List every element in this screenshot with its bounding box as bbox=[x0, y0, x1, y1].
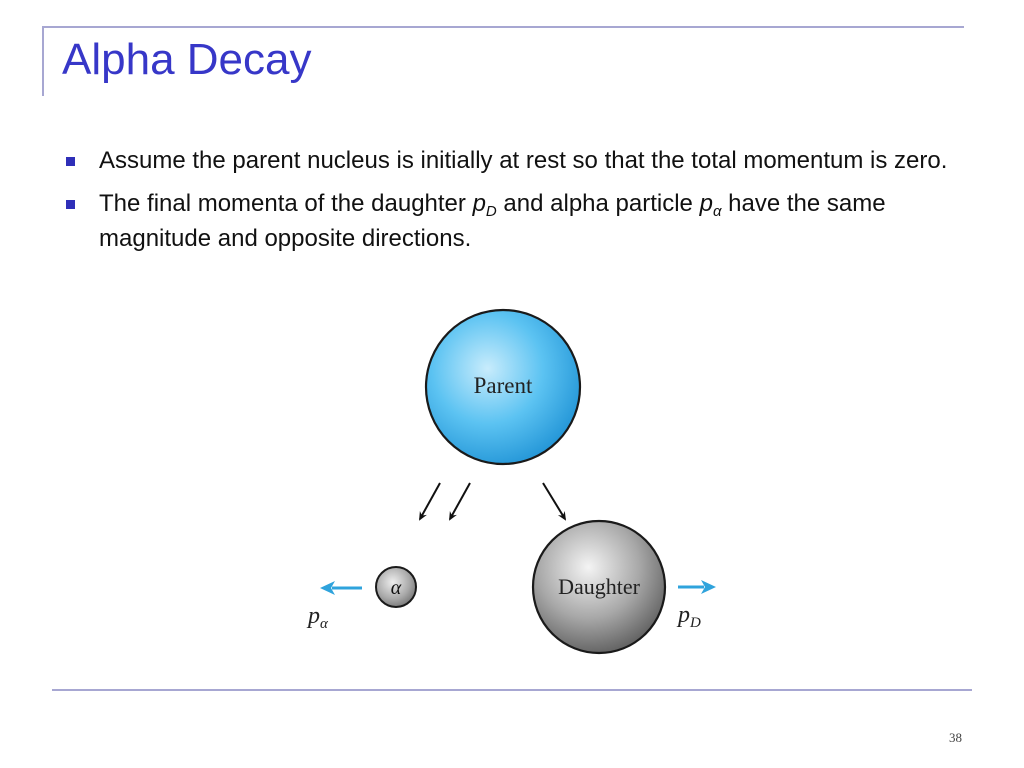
slide-number: 38 bbox=[949, 730, 962, 745]
slide-frame-top-line bbox=[42, 26, 964, 28]
bullet-marker-icon bbox=[66, 157, 75, 166]
momentum-symbol: p bbox=[472, 190, 486, 217]
daughter-label: Daughter bbox=[558, 574, 640, 599]
momentum-subscript: α bbox=[712, 203, 722, 220]
bullet-item bbox=[66, 143, 966, 178]
footer-divider bbox=[52, 689, 972, 691]
momentum-symbol: p bbox=[699, 190, 713, 217]
momentum-subscript: D bbox=[485, 203, 497, 220]
bullet-text-part: have the same magnitude and opposite directions. bbox=[99, 190, 886, 252]
p-daughter-label: $p_D$ bbox=[678, 602, 701, 631]
bullet-text-part: The final momenta of the daughter bbox=[99, 190, 473, 217]
decay-arrow-icon bbox=[420, 483, 440, 519]
bullet-text-part: and alpha particle bbox=[496, 190, 700, 217]
bullet-text: Assume the parent nucleus is initially at rest so that the total momentum is zero. bbox=[99, 147, 948, 174]
slide-frame-left-line bbox=[42, 26, 44, 96]
bullet-marker-icon bbox=[66, 200, 75, 209]
decay-arrow-icon bbox=[450, 483, 470, 519]
slide-title: Alpha Decay bbox=[62, 35, 312, 84]
bullet-item bbox=[66, 186, 966, 256]
bullet-list bbox=[66, 143, 966, 264]
parent-label: Parent bbox=[473, 373, 533, 398]
alpha-decay-diagram bbox=[290, 300, 730, 670]
p-alpha-label: $p_\alpha$ bbox=[308, 603, 328, 632]
decay-arrow-icon bbox=[543, 483, 565, 519]
alpha-label: α bbox=[390, 577, 402, 599]
